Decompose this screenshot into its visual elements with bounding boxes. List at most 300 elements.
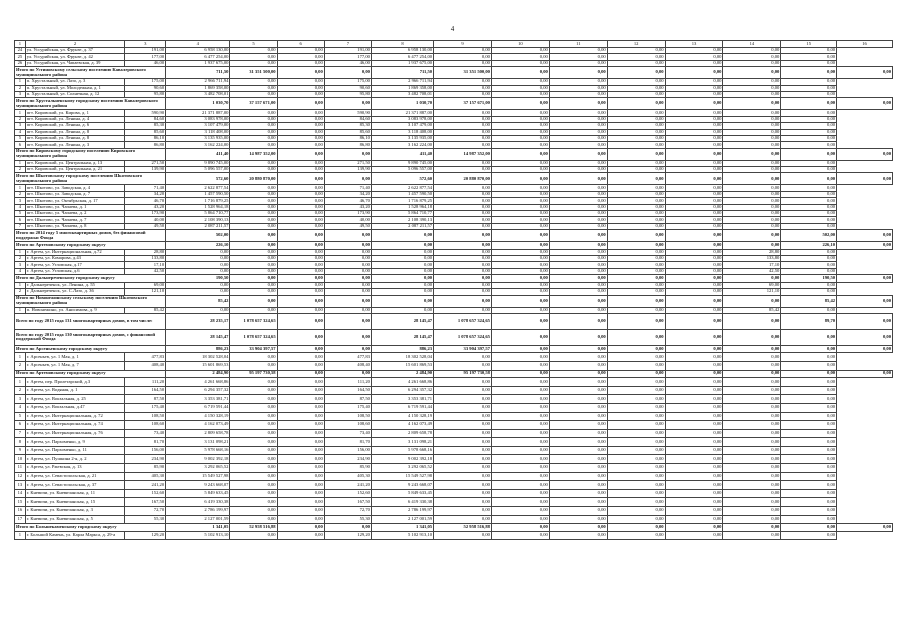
table-cell: 0,00 [434, 268, 492, 274]
table-cell: 0,00 [166, 289, 230, 295]
table-cell: 0,00 [491, 91, 549, 97]
table-cell: 4 150 328,19 [371, 412, 433, 421]
table-cell: 0,00 [781, 370, 837, 378]
address-cell: г. Артем, ул. Пархоменко, д. 11 [25, 446, 125, 455]
address-cell: пгт. Шкотово, ул. Чапаева, д. 8 [25, 223, 125, 229]
table-cell: 0,00 [434, 515, 492, 524]
table-cell: 2 484,90 [166, 370, 230, 378]
table-cell: 0,00 [781, 262, 837, 268]
table-cell: 4 162 073,49 [371, 421, 433, 430]
table-cell: 49,50 [125, 223, 166, 229]
table-cell: 0,00 [491, 307, 549, 313]
table-cell: 0,00 [434, 295, 492, 307]
table-cell: 0,00 [665, 148, 723, 160]
table-cell: 0,00 [607, 242, 665, 250]
table-cell: 0,00 [781, 438, 837, 447]
table-cell: 108,60 [324, 421, 371, 430]
table-cell: 2 622 877,54 [371, 185, 433, 191]
table-cell: 0,00 [665, 167, 723, 173]
table-cell: 0,00 [723, 48, 781, 54]
table-cell: 0,00 [549, 481, 607, 490]
table-cell: 0,00 [230, 498, 277, 507]
address-cell: п. Хрустальный, ул. Молодежная, д. 1 [25, 85, 125, 91]
table-cell: 0,00 [607, 282, 665, 288]
subtotal-row [15, 345, 893, 353]
table-cell: 0,00 [230, 262, 277, 268]
table-cell: 0,00 [491, 524, 549, 532]
table-row [15, 403, 893, 412]
table-cell: 108,50 [324, 412, 371, 421]
row-number: 11 [15, 464, 26, 473]
table-cell: 0,00 [723, 370, 781, 378]
table-cell: 2 622 877,54 [166, 185, 230, 191]
table-cell: 0,00 [549, 48, 607, 54]
table-cell: 0,00 [434, 116, 492, 122]
table-cell: 477,83 [324, 353, 371, 362]
table-cell: 0,00 [491, 204, 549, 210]
table-cell: 234,90 [324, 455, 371, 464]
column-number-row [15, 41, 893, 48]
table-row [15, 395, 893, 404]
table-cell: 0,00 [607, 421, 665, 430]
address-cell: г. Кневичи, ул. Кневичанская, д. 11 [25, 489, 125, 498]
table-cell: 0,00 [607, 67, 665, 79]
table-cell: 0,00 [434, 489, 492, 498]
row-number: 1 [15, 160, 26, 166]
table-cell: 0,00 [723, 167, 781, 173]
row-number: 8 [15, 438, 26, 447]
table-cell: 21 371 887,00 [166, 110, 230, 116]
table-cell: 0,00 [781, 85, 837, 91]
table-cell: 0,00 [607, 173, 665, 185]
table-cell: 0,00 [230, 464, 277, 473]
table-cell: 226,10 [166, 242, 230, 250]
table-cell: 0,00 [549, 472, 607, 481]
table-cell: 0,00 [277, 135, 324, 141]
table-cell: 0,00 [230, 198, 277, 204]
table-cell: 0,00 [277, 515, 324, 524]
table-cell: 3 131 098,21 [166, 438, 230, 447]
address-cell: г. Артем, ул. Пушкина 2-я, д. 2 [25, 455, 125, 464]
table-cell: 0,00 [277, 307, 324, 313]
table-cell: 0,00 [665, 345, 723, 353]
table-cell: 0,00 [549, 313, 607, 329]
column-number: 12 [607, 41, 665, 48]
table-cell: 0,00 [277, 329, 324, 345]
table-cell: 0,00 [434, 185, 492, 191]
table-cell: 0,00 [607, 295, 665, 307]
address-cell: г. Кневичи, ул. Кневичанская, д. 5 [25, 515, 125, 524]
table-cell: 0,00 [434, 249, 492, 255]
table-cell: 0,00 [277, 54, 324, 60]
table-cell: 33 904 397,57 [230, 345, 277, 353]
table-cell: 0,00 [230, 421, 277, 430]
table-cell: 0,00 [491, 48, 549, 54]
row-number: 25 [15, 54, 26, 60]
table-cell: 0,00 [837, 275, 893, 283]
table-cell: 0,00 [665, 142, 723, 148]
table-cell: 9 002 392,18 [166, 455, 230, 464]
table-cell: 0,00 [277, 489, 324, 498]
table-cell: 85,42 [125, 307, 166, 313]
address-cell: г. Артем, ул. Интернациональная, д. 74 [25, 421, 125, 430]
table-cell: 86,10 [125, 135, 166, 141]
table-cell: 0,00 [723, 531, 781, 540]
table-cell: 0,00 [781, 160, 837, 166]
table-cell: 0,00 [723, 481, 781, 490]
table-cell: 0,00 [549, 60, 607, 66]
table-cell: 0,00 [434, 481, 492, 490]
table-cell: 85,60 [125, 129, 166, 135]
table-cell: 0,00 [549, 455, 607, 464]
table-cell: 28,80 [125, 249, 166, 255]
table-cell: 0,00 [665, 230, 723, 242]
table-cell: 0,00 [665, 60, 723, 66]
address-cell: пгт. Кировский, ул. Кирова, д. 1 [25, 110, 125, 116]
table-cell: 0,00 [277, 455, 324, 464]
table-row [15, 489, 893, 498]
address-cell: ул. Уссурийская, ул. Фрунзе, д. 42 [25, 54, 125, 60]
table-cell: 0,00 [781, 489, 837, 498]
table-cell: 0,00 [277, 98, 324, 110]
table-cell: 0,00 [434, 129, 492, 135]
table-cell: 0,00 [781, 142, 837, 148]
table-cell: 3 482 708,01 [371, 91, 433, 97]
table-cell: 152,60 [324, 489, 371, 498]
table-cell: 0,00 [434, 85, 492, 91]
subtotal-row [15, 275, 893, 283]
table-cell: 3 118 408,00 [166, 129, 230, 135]
table-cell: 33 904 397,57 [434, 345, 492, 353]
table-cell: 0,00 [781, 345, 837, 353]
row-number: 12 [15, 472, 26, 481]
table-cell: 0,00 [434, 307, 492, 313]
table-cell: 0,00 [371, 262, 433, 268]
table-cell: 0,00 [549, 329, 607, 345]
table-cell: 167,50 [125, 498, 166, 507]
column-number: 5 [230, 41, 277, 48]
row-number: 1 [15, 185, 26, 191]
table-cell: 55,30 [125, 515, 166, 524]
table-cell: 0,00 [491, 412, 549, 421]
table-cell: 42,50 [723, 268, 781, 274]
table-cell: 6 477 254,00 [371, 54, 433, 60]
table-cell: 191,00 [125, 48, 166, 54]
table-cell: 0,00 [781, 378, 837, 387]
table-cell: 0,00 [491, 173, 549, 185]
table-cell: 0,00 [549, 378, 607, 387]
address-cell: ул. Уссурийская, ул. Фрунзе, д. 37 [25, 48, 125, 54]
address-cell: г. Артем, пер. Пролетарский, д.3 [25, 378, 125, 387]
table-cell: 85,42 [166, 295, 230, 307]
table-cell: 0,00 [324, 275, 371, 283]
table-cell: 3 131 098,21 [371, 438, 433, 447]
table-cell: 0,00 [549, 507, 607, 516]
table-cell: 0,00 [723, 191, 781, 197]
table-cell: 1 078 657 324,65 [230, 313, 277, 329]
table-cell: 0,00 [434, 204, 492, 210]
subtotal-row [15, 329, 893, 345]
table-cell: 0,00 [491, 185, 549, 191]
table-cell: 0,00 [549, 307, 607, 313]
table-cell: 0,00 [277, 403, 324, 412]
table-cell: 0,00 [549, 142, 607, 148]
table-cell: 0,00 [665, 378, 723, 387]
table-cell: 1 869 358,00 [166, 85, 230, 91]
row-number: 4 [15, 204, 26, 210]
table-cell: 2 127 001,59 [166, 515, 230, 524]
table-cell: 0,00 [723, 295, 781, 307]
table-cell: 1 716 879,25 [166, 198, 230, 204]
table-cell: 0,00 [607, 472, 665, 481]
table-cell: 2 108 390,13 [371, 217, 433, 223]
table-cell: 0,00 [607, 531, 665, 540]
table-cell: 2 484,90 [371, 370, 433, 378]
table-cell: 0,00 [230, 481, 277, 490]
table-cell: 0,00 [781, 481, 837, 490]
table-cell: 0,00 [781, 531, 837, 540]
table-cell: 0,00 [723, 395, 781, 404]
table-cell: 0,00 [434, 256, 492, 262]
table-cell: 0,00 [277, 395, 324, 404]
table-cell: 0,00 [723, 429, 781, 438]
table-cell: 85,30 [324, 123, 371, 129]
table-cell: 0,00 [549, 262, 607, 268]
table-cell: 3 353 381,71 [371, 395, 433, 404]
table-cell: 0,00 [230, 242, 277, 250]
table-cell: 0,00 [549, 464, 607, 473]
table-cell: 0,00 [723, 223, 781, 229]
table-row [15, 378, 893, 387]
table-cell: 0,00 [607, 48, 665, 54]
column-number: 7 [324, 41, 371, 48]
table-cell: 0,00 [277, 289, 324, 295]
table-cell: 0,00 [665, 429, 723, 438]
table-cell: 5 864 710,77 [371, 211, 433, 217]
table-cell: 886,23 [371, 345, 433, 353]
table-cell: 0,00 [781, 91, 837, 97]
row-number: 2 [15, 256, 26, 262]
table-cell: 0,00 [491, 386, 549, 395]
table-cell: 0,00 [665, 275, 723, 283]
address-cell: г. Артем, ул. Севастопольская, д. 21 [25, 472, 125, 481]
table-cell: 86,80 [125, 142, 166, 148]
table-cell: 0,00 [434, 160, 492, 166]
table-cell: 3 292 065,52 [371, 464, 433, 473]
table-cell: 0,00 [277, 60, 324, 66]
table-cell: 0,00 [781, 421, 837, 430]
table-cell: 0,00 [230, 386, 277, 395]
table-cell: 0,00 [549, 148, 607, 160]
column-number: 15 [781, 41, 837, 48]
table-cell: 0,00 [371, 256, 433, 262]
table-cell: 0,00 [607, 211, 665, 217]
table-cell: 31 351 500,00 [230, 67, 277, 79]
table-cell: 0,00 [230, 129, 277, 135]
table-cell: 1 341,05 [166, 524, 230, 532]
table-cell: 3 135 935,00 [371, 135, 433, 141]
address-cell: г. Артем, ул. Вокзальная, д.47 [25, 403, 125, 412]
table-cell: 0,00 [665, 67, 723, 79]
table-cell: 0,00 [723, 135, 781, 141]
table-cell: 0,00 [837, 313, 893, 329]
table-cell: 0,00 [837, 370, 893, 378]
table-cell: 0,00 [230, 531, 277, 540]
row-number: 2 [15, 116, 26, 122]
table-cell: 0,00 [277, 438, 324, 447]
table-cell: 0,00 [371, 268, 433, 274]
table-cell: 0,00 [665, 386, 723, 395]
table-cell: 0,00 [665, 524, 723, 532]
table-cell: 0,00 [549, 230, 607, 242]
table-cell: 0,00 [230, 489, 277, 498]
table-cell: 5 096 557,00 [371, 167, 433, 173]
table-cell: 1 937 675,00 [166, 60, 230, 66]
table-cell: 37 157 671,00 [434, 98, 492, 110]
column-number: 2 [25, 41, 125, 48]
table-cell: 0,00 [549, 403, 607, 412]
table-cell: 0,00 [723, 386, 781, 395]
table-cell: 0,00 [277, 211, 324, 217]
table-cell: 85,42 [781, 295, 837, 307]
column-number: 10 [491, 41, 549, 48]
table-cell: 0,00 [277, 167, 324, 173]
table-cell: 0,00 [665, 110, 723, 116]
table-cell: 164,50 [324, 386, 371, 395]
table-cell: 0,00 [277, 256, 324, 262]
table-cell: 0,00 [434, 446, 492, 455]
table-cell: 0,00 [723, 403, 781, 412]
table-cell: 0,00 [549, 515, 607, 524]
table-cell: 86,80 [324, 142, 371, 148]
table-cell: 18 302 528,04 [371, 353, 433, 362]
table-cell: 408,40 [324, 362, 371, 371]
table-cell: 1 030,70 [371, 98, 433, 110]
table-cell: 2 108 390,13 [166, 217, 230, 223]
table-cell: 1 716 879,25 [371, 198, 433, 204]
table-cell: 226,10 [781, 242, 837, 250]
table-cell: 0,00 [665, 48, 723, 54]
table-cell: 0,00 [781, 256, 837, 262]
row-number: 2 [15, 167, 26, 173]
table-cell: 0,00 [607, 481, 665, 490]
table-cell: 0,00 [723, 110, 781, 116]
table-cell: 0,00 [324, 173, 371, 185]
table-cell: 6 719 591,44 [166, 403, 230, 412]
table-cell: 590,90 [125, 110, 166, 116]
table-cell: 0,00 [723, 524, 781, 532]
table-cell: 0,00 [491, 167, 549, 173]
table-cell: 0,00 [607, 129, 665, 135]
row-number: 5 [15, 412, 26, 421]
table-cell: 0,00 [230, 135, 277, 141]
table-row [15, 386, 893, 395]
table-cell: 0,00 [230, 412, 277, 421]
address-cell: пгт. Кировский, ул. Ленина, д. 4 [25, 116, 125, 122]
table-cell: 81,70 [324, 438, 371, 447]
table-cell: 0,00 [371, 295, 433, 307]
table-cell: 0,00 [723, 489, 781, 498]
table-cell: 0,00 [665, 185, 723, 191]
table-cell: 0,00 [549, 289, 607, 295]
table-cell: 0,00 [230, 289, 277, 295]
table-cell: 175,00 [324, 79, 371, 85]
table-cell: 0,00 [491, 395, 549, 404]
table-cell: 0,00 [781, 167, 837, 173]
table-cell: 0,00 [665, 85, 723, 91]
address-cell: пгт. Шкотово, ул. Чапаева, д. 1 [25, 204, 125, 210]
table-cell: 2 966 711,94 [371, 79, 433, 85]
table-cell: 3 292 065,52 [166, 464, 230, 473]
table-cell: 1 869 358,00 [371, 85, 433, 91]
table-cell: 46,00 [324, 60, 371, 66]
table-cell: 0,00 [665, 481, 723, 490]
address-cell: пгт. Кировский, ул. Центральная, д. 13 [25, 160, 125, 166]
table-cell: 0,00 [549, 116, 607, 122]
table-cell: 20 880 870,00 [230, 173, 277, 185]
table-cell: 121,10 [125, 289, 166, 295]
table-cell: 0,00 [371, 249, 433, 255]
table-cell: 0,00 [837, 295, 893, 307]
table-cell: 0,00 [434, 211, 492, 217]
subtotal-label: Итого по Новонежинскому сельскому поселению Шкотовского муниципального района [15, 295, 166, 307]
table-cell: 0,00 [549, 429, 607, 438]
table-cell: 0,00 [230, 515, 277, 524]
table-cell: 9 002 392,18 [371, 455, 433, 464]
table-cell: 0,00 [781, 129, 837, 135]
table-cell: 0,00 [277, 378, 324, 387]
table-cell: 0,00 [549, 160, 607, 166]
table-cell: 0,00 [665, 289, 723, 295]
table-cell: 3 107 479,00 [166, 123, 230, 129]
table-cell: 0,00 [665, 129, 723, 135]
table-cell: 0,00 [549, 198, 607, 204]
table-cell: 0,00 [723, 185, 781, 191]
table-cell: 0,00 [491, 498, 549, 507]
table-cell: 0,00 [491, 249, 549, 255]
table-cell: 1 341,05 [371, 524, 433, 532]
table-cell: 0,00 [491, 198, 549, 204]
table-cell: 0,00 [434, 79, 492, 85]
table-cell: 190,50 [781, 275, 837, 283]
table-cell: 0,00 [665, 123, 723, 129]
row-number: 2 [15, 362, 26, 371]
table-cell: 0,00 [434, 242, 492, 250]
table-cell: 0,00 [434, 91, 492, 97]
table-cell: 139,90 [125, 167, 166, 173]
table-cell: 241,20 [125, 481, 166, 490]
table-cell: 0,00 [324, 262, 371, 268]
table-cell: 0,00 [665, 79, 723, 85]
table-cell: 0,00 [230, 378, 277, 387]
column-number: 9 [434, 41, 492, 48]
table-cell: 0,00 [549, 362, 607, 371]
housing-program-table [14, 40, 893, 540]
table-cell: 0,00 [781, 446, 837, 455]
table-cell: 405,30 [125, 472, 166, 481]
table-cell: 0,00 [723, 211, 781, 217]
table-cell: 411,40 [166, 148, 230, 160]
table-cell: 502,00 [166, 230, 230, 242]
table-cell: 0,00 [491, 362, 549, 371]
table-cell: 164,50 [125, 386, 166, 395]
table-cell: 0,00 [723, 85, 781, 91]
table-cell: 0,00 [723, 275, 781, 283]
row-number: 3 [15, 262, 26, 268]
table-cell: 0,00 [549, 386, 607, 395]
table-cell: 0,00 [607, 256, 665, 262]
table-cell: 0,00 [607, 185, 665, 191]
